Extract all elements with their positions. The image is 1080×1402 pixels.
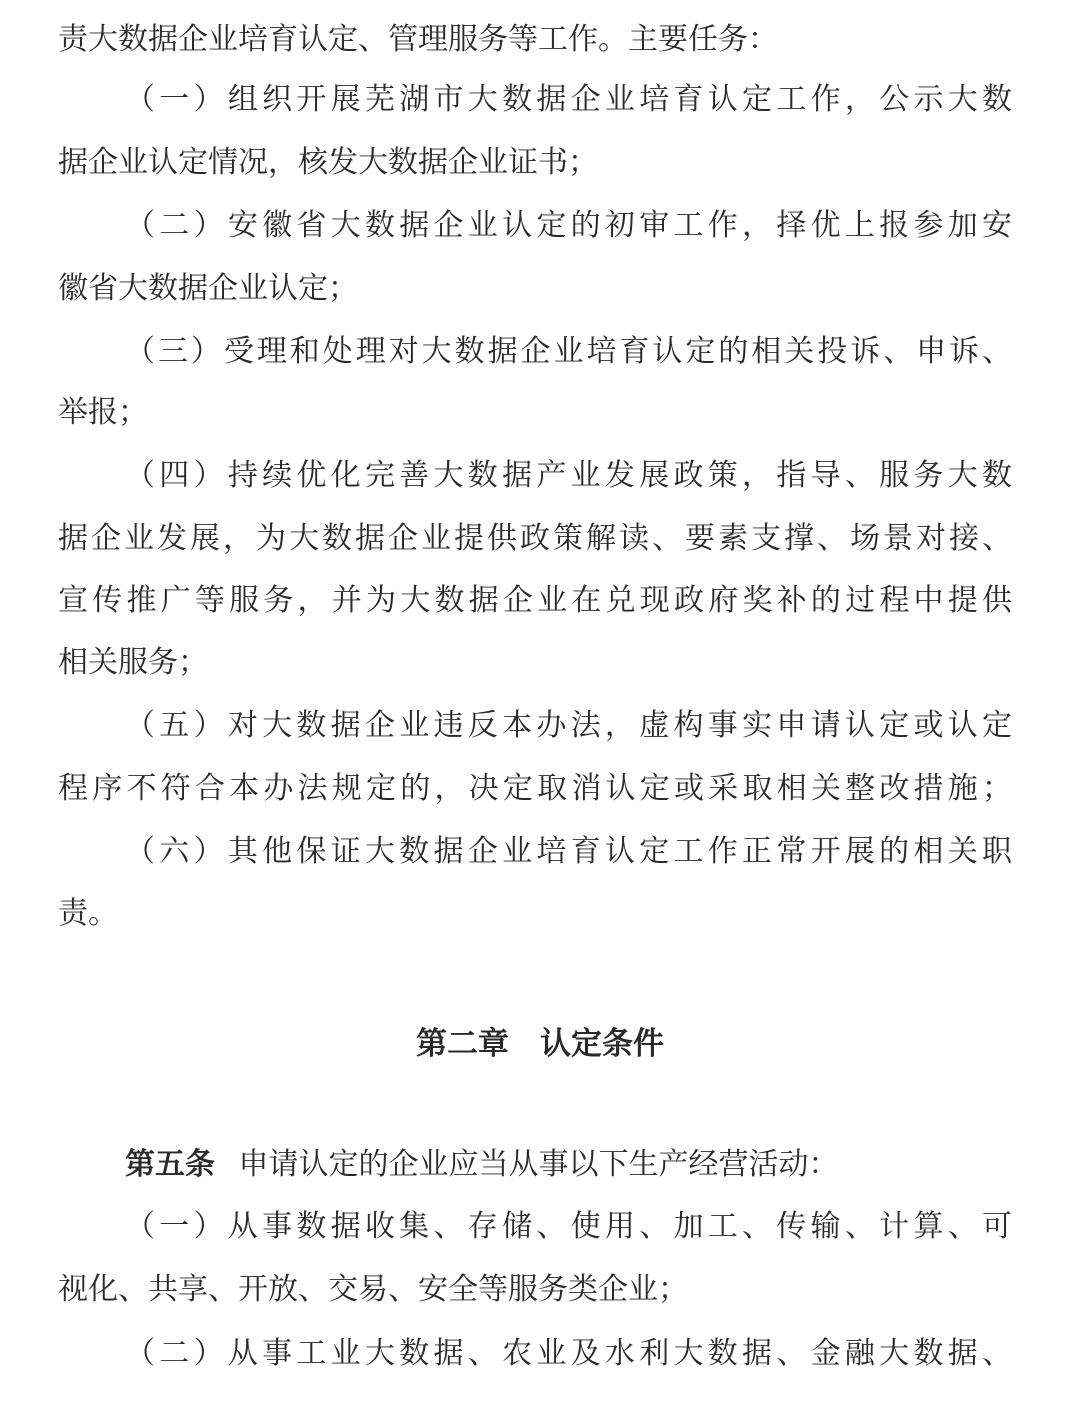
paragraph-line: （六）其他保证大数据企业培育认定工作正常开展的相关职 (125, 834, 1012, 869)
paragraph-line: 据企业发展，为大数据企业提供政策解读、要素支撑、场景对接、 (58, 521, 1012, 556)
paragraph-line: 相关服务； (58, 645, 208, 680)
paragraph-line: （一）组织开展芜湖市大数据企业培育认定工作，公示大数 (125, 82, 1012, 117)
paragraph-line: （二）安徽省大数据企业认定的初审工作，择优上报参加安 (125, 208, 1012, 243)
paragraph-line: （四）持续优化完善大数据产业发展政策，指导、服务大数 (125, 458, 1012, 493)
paragraph-line: 据企业认定情况，核发大数据企业证书； (58, 145, 598, 180)
paragraph-line: 举报； (58, 395, 148, 430)
paragraph-line: 视化、共享、开放、交易、安全等服务类企业； (58, 1272, 688, 1307)
paragraph-line: 徽省大数据企业认定； (58, 271, 358, 306)
paragraph-line: （五）对大数据企业违反本办法，虚构事实申请认定或认定 (125, 708, 1012, 743)
article-first-line (125, 1143, 1012, 1187)
paragraph-line: 责大数据企业培育认定、管理服务等工作。主要任务： (58, 22, 778, 57)
paragraph-line: 程序不符合本办法规定的，决定取消认定或采取相关整改措施； (58, 771, 1012, 806)
paragraph-line: （三）受理和处理对大数据企业培育认定的相关投诉、申诉、 (125, 334, 1012, 369)
article-text: 申请认定的企业应当从事以下生产经营活动： (238, 1147, 839, 1182)
article-label: 第五条 (125, 1147, 215, 1182)
paragraph-line: （二）从事工业大数据、农业及水利大数据、金融大数据、 (125, 1336, 1012, 1371)
paragraph-line: 宣传推广等服务，并为大数据企业在兑现政府奖补的过程中提供 (58, 583, 1012, 618)
chapter-heading: 第二章 认定条件 (416, 1026, 664, 1062)
paragraph-line: （一）从事数据收集、存储、使用、加工、传输、计算、可 (125, 1209, 1012, 1244)
paragraph-line: 责。 (58, 896, 118, 931)
